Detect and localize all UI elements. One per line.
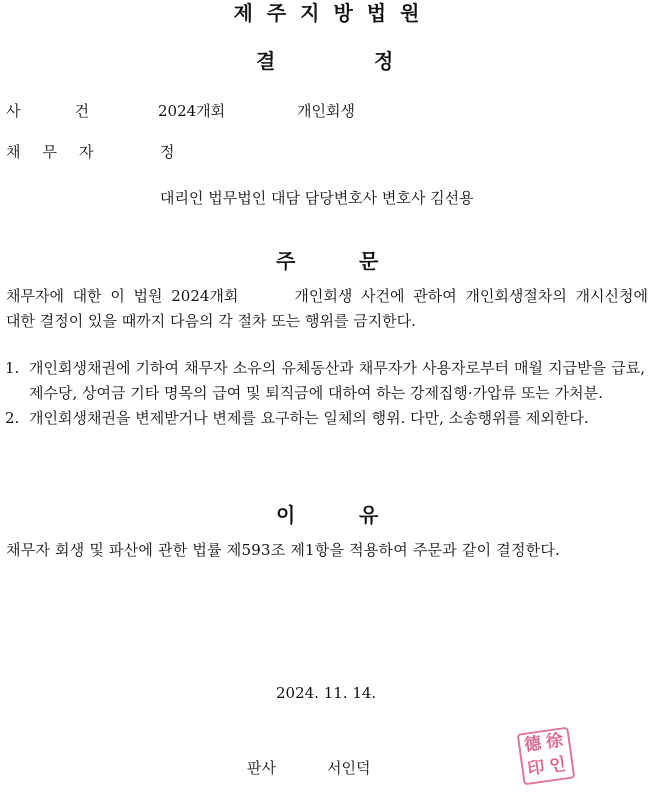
order-item-text: 개인회생채권에 기하여 채무자 소유의 유체동산과 채무자가 사용자로부터 매월 지급받을 급료, 제수당, 상여금 기타 명목의 급여 및 퇴직금에 대하여 하는 강제집행·가압류 또는 가처분. [29,359,645,402]
decision-date: 2024. 11. 14. [276,684,377,702]
document-title-right: 정 [374,49,394,73]
judge-name: 서인덕 [327,759,371,777]
order-paragraph [6,284,648,334]
debtor-label: 채무자 [6,143,116,161]
debtor-name: 정 [160,143,175,161]
order-paragraph-start: 채무자에 대한 이 법원 2024개회 [6,287,239,305]
reason-heading-right: 유 [359,503,379,527]
case-number: 2024개회 [158,102,226,120]
judge-title: 판사 [247,759,276,777]
representative: 대리인 법무법인 대담 담당변호사 변호사 김선용 [160,189,474,207]
order-items-list [5,356,645,431]
reason-heading-left: 이 [276,503,296,527]
order-item [5,356,645,406]
reason-text: 채무자 회생 및 파산에 관한 법률 제593조 제1항을 적용하여 주문과 같이 결정한다. [6,541,560,559]
case-label: 사건 [6,102,143,120]
court-name: 제주지방법원 [233,1,434,25]
document-title-left: 결 [256,49,276,73]
judge-seal-stamp: 德 徐 印 인 [517,727,576,786]
order-paragraph-rest: 개인회생 사건에 관하여 개인회생절차의 개시신청에 대한 결정이 있을 때까지 다음의 각 절차 또는 행위를 금지한다. [6,287,648,330]
order-item-number: 2. [5,409,20,427]
order-heading-left: 주 [276,249,296,273]
order-item [5,406,645,431]
order-item-number: 1. [5,359,20,377]
order-item-text: 개인회생채권을 변제받거나 변제를 요구하는 일체의 행위. 다만, 소송행위를 제외한다. [29,409,589,427]
order-heading-right: 문 [359,249,379,273]
case-type: 개인회생 [297,102,355,120]
